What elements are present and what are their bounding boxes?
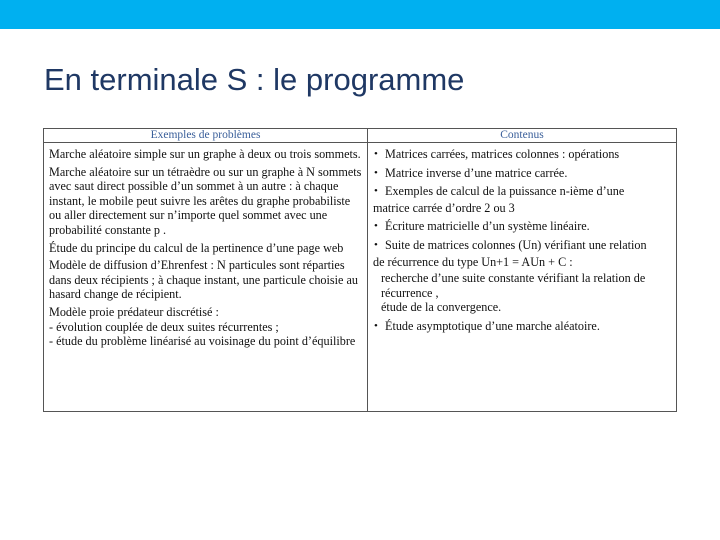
content-text: Étude asymptotique d’une marche aléatoire. <box>385 318 600 333</box>
program-table <box>43 128 677 412</box>
content-text: Exemples de calcul de la puissance n-ième d’une <box>385 184 625 199</box>
list-item <box>373 238 671 269</box>
list-item <box>373 147 671 162</box>
list-item <box>373 166 671 181</box>
bullet-icon: • <box>374 220 378 233</box>
bullet-icon: • <box>374 148 378 160</box>
table-row <box>44 143 677 412</box>
list-item: recherche d’une suite constante vérifiant la relation de récurrence , <box>381 271 646 300</box>
header-examples: Exemples de problèmes <box>44 129 368 143</box>
list-item: étude de la convergence. <box>381 300 502 315</box>
example-item: Étude du principe du calcul de la pertinence d’une page web <box>49 240 344 255</box>
content-text: Écriture matricielle d’un système linéaire. <box>385 219 590 234</box>
header-contents: Contenus <box>368 129 677 143</box>
example-item: Modèle de diffusion d’Ehrenfest : N particules sont réparties dans deux récipients ; à chaque instant, une particule choisie au hasard change de récipient. <box>49 258 358 302</box>
top-accent-bar <box>0 0 720 29</box>
content-text: Matrices carrées, matrices colonnes : opérations <box>385 147 620 161</box>
examples-cell <box>44 143 368 412</box>
content-text: Suite de matrices colonnes (Un) vérifiant une relation <box>385 237 647 252</box>
contents-list <box>373 147 671 334</box>
example-subitem: - évolution couplée de deux suites récurrentes ; <box>49 319 279 334</box>
contents-cell <box>368 143 677 412</box>
list-item <box>373 319 671 334</box>
example-item: Marche aléatoire sur un tétraèdre ou sur un graphe à N sommets avec saut direct possible d’un sommet à un autre : à chaque instant, le mobile peut suivre les arêtes du graphe probabiliste ou aller directement sur n’importe quel sommet avec une probabilité constante p . <box>49 164 362 237</box>
list-item <box>373 219 671 234</box>
bullet-icon: • <box>374 238 378 251</box>
content-text-continued: matrice carrée d’ordre 2 ou 3 <box>373 200 515 215</box>
content-text-continued: de récurrence du type Un+1 = AUn + C : <box>373 254 573 269</box>
example-item: Modèle proie prédateur discrétisé : <box>49 304 219 319</box>
example-subitem: - étude du problème linéarisé au voisinage du point d’équilibre <box>49 334 356 349</box>
bullet-icon: • <box>374 319 378 332</box>
bullet-icon: • <box>374 166 378 179</box>
slide-title: En terminale S : le programme <box>44 62 465 97</box>
content-text: Matrice inverse d’une matrice carrée. <box>385 165 568 180</box>
list-item <box>373 184 671 215</box>
example-item: Marche aléatoire simple sur un graphe à deux ou trois sommets. <box>49 147 361 161</box>
bullet-icon: • <box>374 185 378 198</box>
table-header-row <box>44 129 677 143</box>
